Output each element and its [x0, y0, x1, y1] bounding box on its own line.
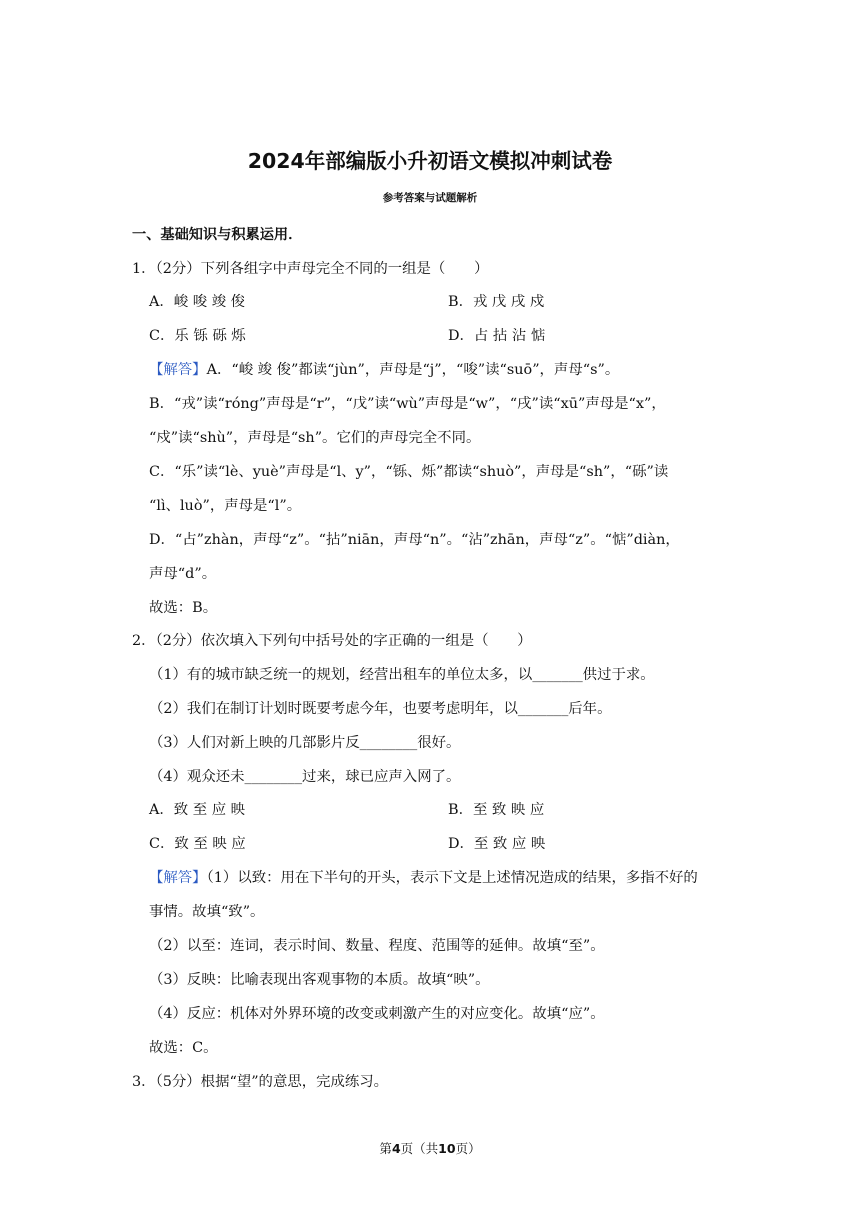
page-footer — [0, 1140, 860, 1158]
footer-total-pages: 10 — [438, 1141, 456, 1156]
question-1-answer-line-7: 声母“d”。 — [149, 566, 217, 582]
answer-tag: 【解答】 — [149, 870, 207, 886]
page-title: 2024年部编版小升初语文模拟冲刺试卷 — [247, 149, 613, 173]
page-subtitle: 参考答案与试题解析 — [382, 192, 478, 204]
footer-page-number: 4 — [391, 1141, 401, 1156]
question-2-sentence-3: （3）人们对新上映的几部影片反________很好。 — [149, 735, 461, 751]
question-2-answer-line-4: （3）反映：比喻表现出客观事物的本质。故填“映”。 — [149, 972, 490, 988]
footer-middle: 页（共 — [400, 1141, 439, 1156]
answer-tag: 【解答】 — [149, 362, 207, 378]
question-1-option-b: B．戎 戊 戌 戍 — [448, 294, 545, 310]
question-2-sentence-2: （2）我们在制订计划时既要考虑今年，也要考虑明年，以_______后年。 — [149, 701, 612, 717]
question-2-answer-line-5: （4）反应：机体对外界环境的改变或刺激产生的对应变化。故填“应”。 — [149, 1006, 605, 1022]
footer-suffix: 页） — [455, 1141, 481, 1156]
question-1-answer-line-5: “lì、luò”，声母是“l”。 — [149, 498, 302, 514]
question-2-sentence-1: （1）有的城市缺乏统一的规划，经营出租车的单位太多，以_______供过于求。 — [149, 667, 655, 683]
question-2-option-d: D．至 致 应 映 — [448, 836, 546, 852]
answer-text: A．“峻 竣 俊”都读“jùn”，声母是“j”，“唆”读“suō”，声母“s”。 — [206, 362, 620, 378]
question-1-answer-line-6: D．“占”zhàn，声母“z”。“拈”niān，声母“n”。“沾”zhān，声母“z”。“惦”diàn， — [149, 532, 680, 548]
question-1-answer-line-3: “戍”读“shù”，声母是“sh”。它们的声母完全不同。 — [149, 430, 481, 446]
question-1-choice: 故选：B。 — [149, 600, 218, 616]
question-2-choice: 故选：C。 — [149, 1040, 218, 1056]
question-2-answer-line-2: 事情。故填“致”。 — [149, 904, 265, 920]
question-1-option-a: A．峻 唆 竣 俊 — [149, 294, 246, 310]
question-2-option-b: B．至 致 映 应 — [448, 802, 545, 818]
question-2-answer-line-3: （2）以至：连词，表示时间、数量、程度、范围等的延伸。故填“至”。 — [149, 938, 605, 954]
section-heading: 一、基础知识与积累运用． — [132, 227, 303, 243]
question-2-option-c: C．致 至 映 应 — [149, 836, 246, 852]
answer-text: （1）以致：用在下半句的开头，表示下文是上述情况造成的结果，多指不好的 — [206, 870, 698, 886]
footer-prefix: 第 — [379, 1141, 392, 1156]
question-2-stem: 2．（2分）依次填入下列句中括号处的字正确的一组是（ ） — [132, 633, 532, 649]
question-2-answer-line-1 — [149, 868, 698, 888]
question-1-answer-line-2: B．“戎”读“róng”声母是“r”，“戊”读“wù”声母是“w”，“戌”读“xū”声母是“x”， — [149, 396, 666, 412]
question-1-option-d: D．占 拈 沾 惦 — [448, 328, 546, 344]
question-2-sentence-4: （4）观众还未________过来，球已应声入网了。 — [149, 769, 461, 785]
question-2-option-a: A．致 至 应 映 — [149, 802, 246, 818]
question-1-answer-line-1 — [149, 360, 619, 380]
question-1-stem: 1．（2分）下列各组字中声母完全不同的一组是（ ） — [132, 261, 489, 277]
question-1-option-c: C．乐 铄 砾 烁 — [149, 328, 246, 344]
question-3-stem: 3．（5分）根据“望”的意思，完成练习。 — [132, 1074, 389, 1090]
question-1-answer-line-4: C．“乐”读“lè、yuè”声母是“l、y”，“铄、烁”都读“shuò”，声母是“sh”，“砾”读 — [149, 464, 669, 480]
